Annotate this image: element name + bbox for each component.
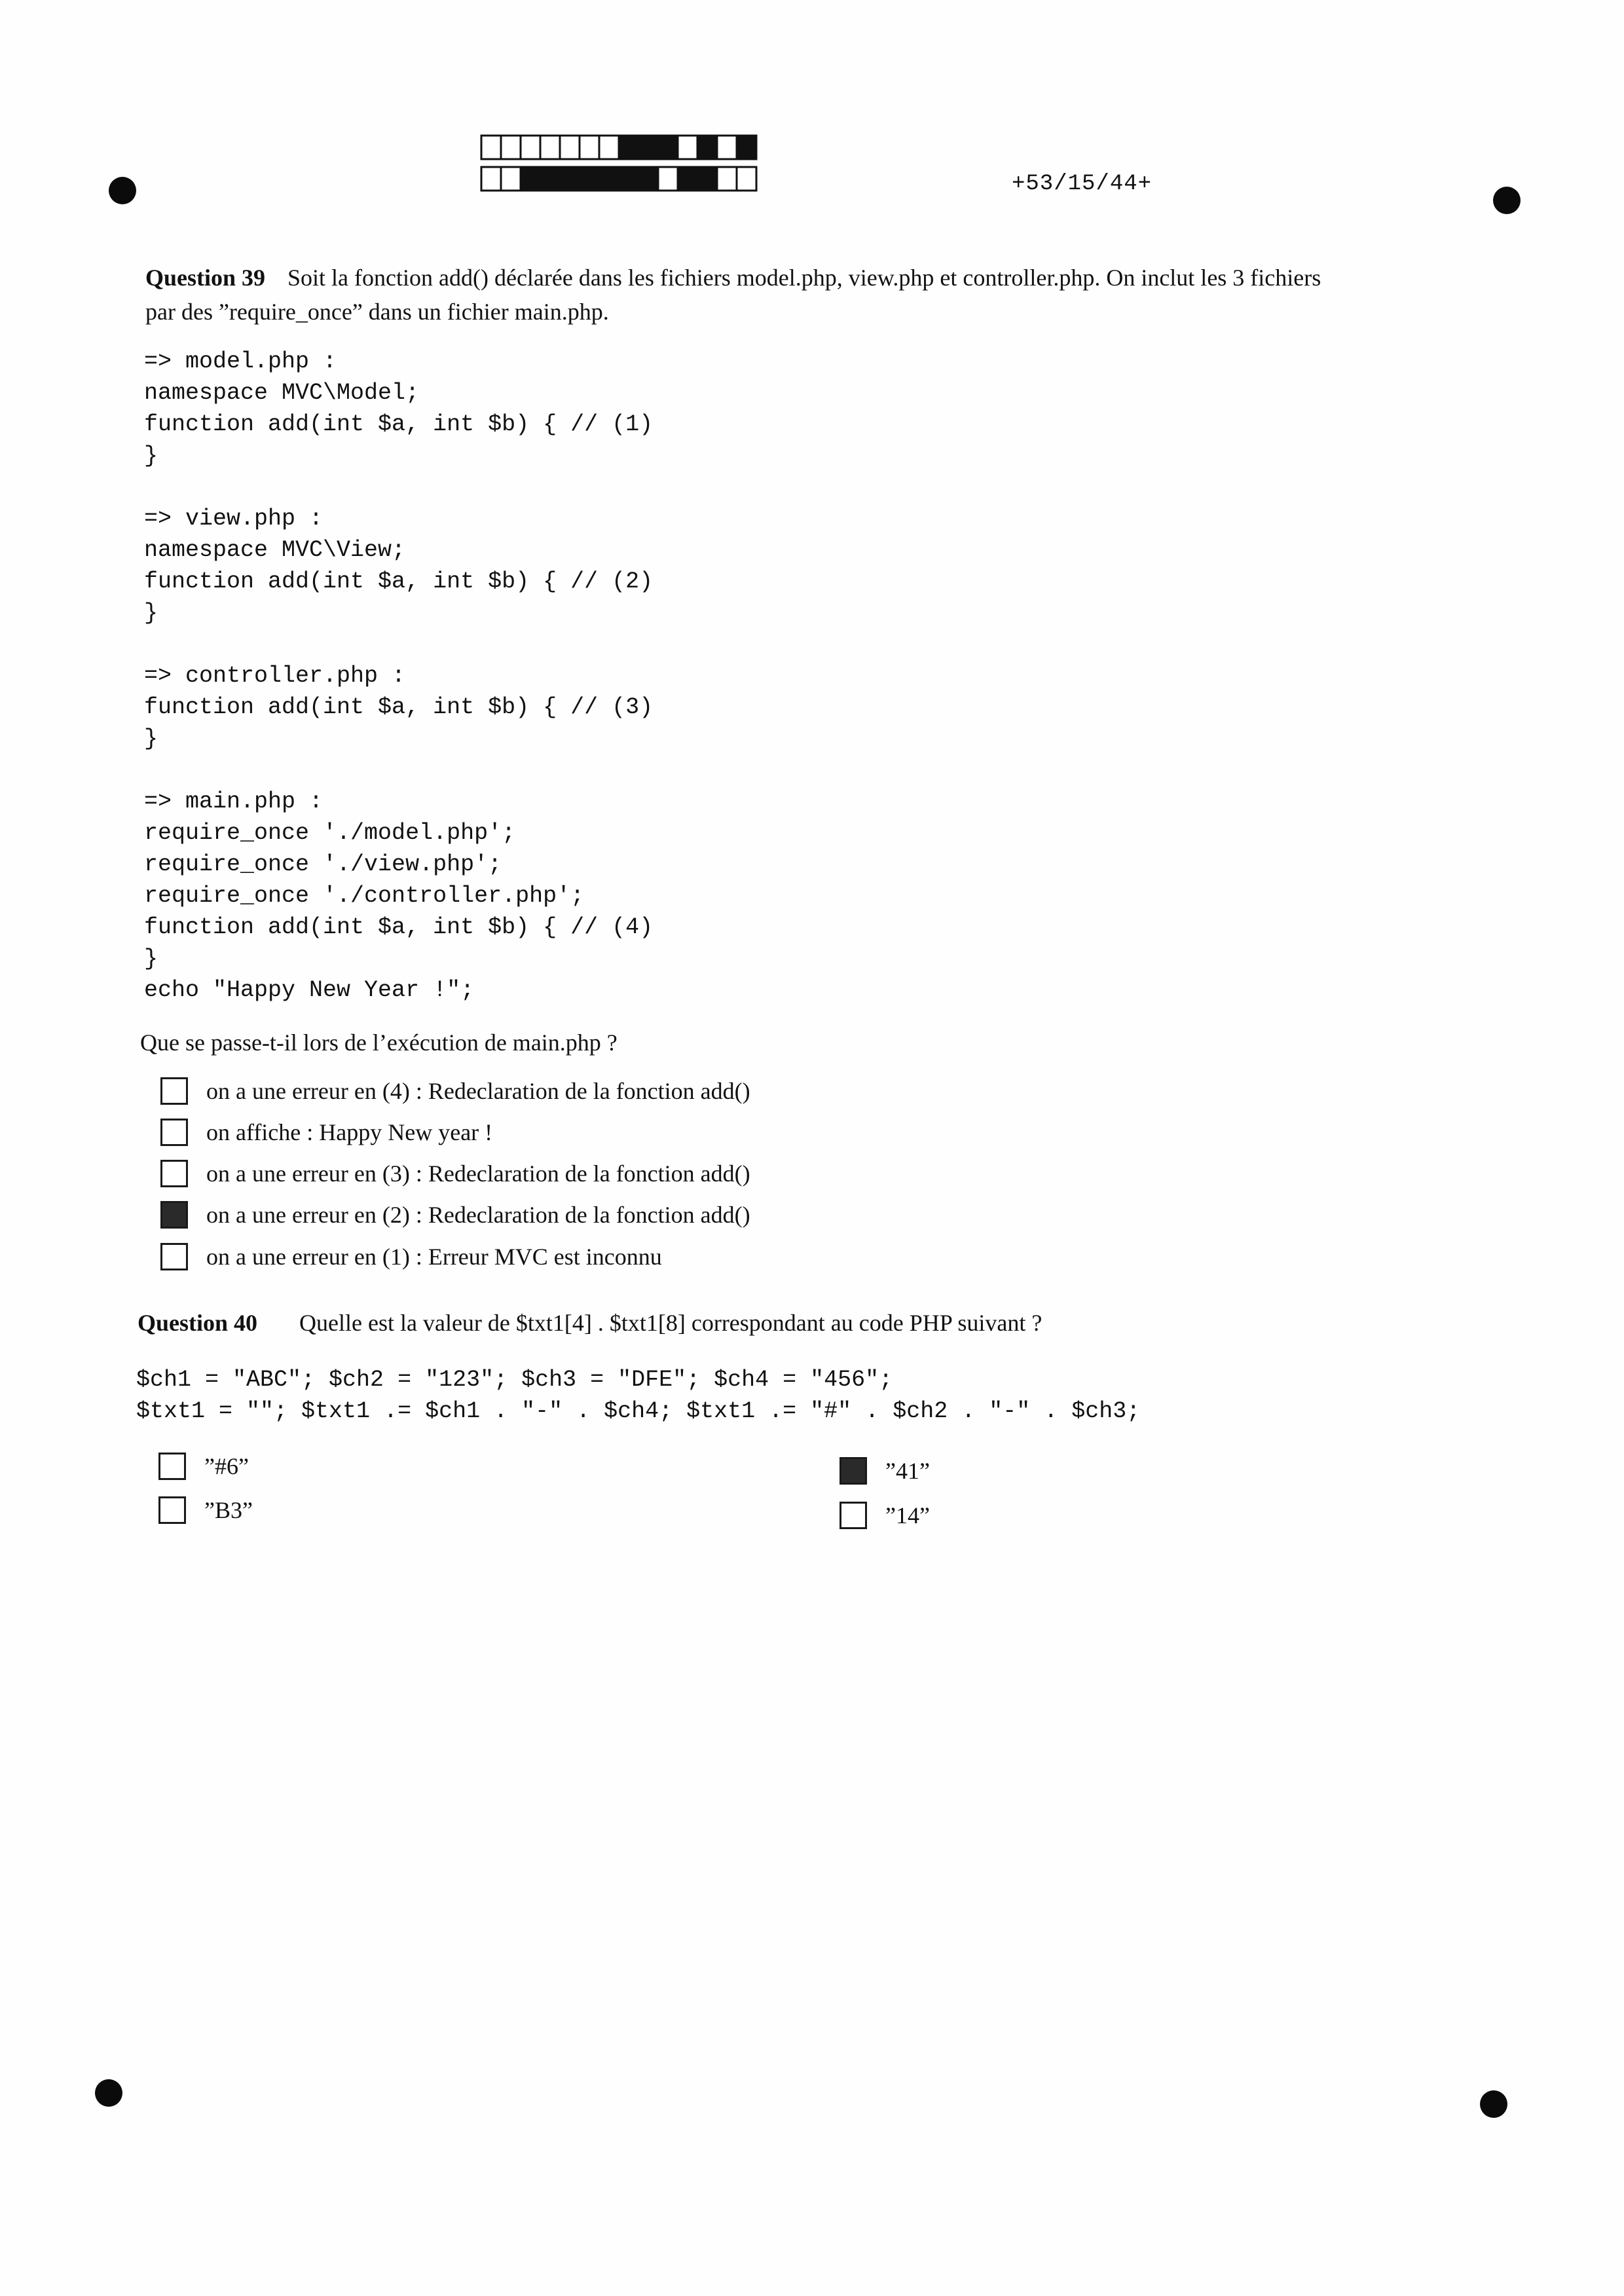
registration-mark-top-left <box>109 177 136 204</box>
code-line: $txt1 = ""; $txt1 .= $ch1 . "-" . $ch4; $txt1 .= "#" . $ch2 . "-" . $ch3; <box>136 1398 1141 1424</box>
registration-mark-bottom-right <box>1480 2090 1507 2118</box>
question-39-label: Question 39 <box>145 265 266 291</box>
code-line: function add(int $a, int $b) { // (3) <box>144 694 654 720</box>
code-line: require_once './controller.php'; <box>144 883 585 909</box>
code-line: require_once './view.php'; <box>144 851 502 878</box>
choice-label: ”#6” <box>204 1453 249 1479</box>
choice-label: on a une erreur en (4) : Redeclaration de la fonction add() <box>206 1078 750 1104</box>
code-line: } <box>144 600 158 626</box>
question-39-choice-3[interactable] <box>160 1160 750 1187</box>
registration-mark-top-right <box>1493 187 1521 214</box>
code-line: function add(int $a, int $b) { // (1) <box>144 411 654 437</box>
choice-label: on a une erreur en (3) : Redeclaration de la fonction add() <box>206 1160 750 1187</box>
choice-checkbox[interactable] <box>158 1496 186 1524</box>
question-39-text-line2: par des ”require_once” dans un fichier main.php. <box>145 299 609 325</box>
code-line: => main.php : <box>144 788 323 815</box>
choice-label: on a une erreur en (1) : Erreur MVC est inconnu <box>206 1244 662 1270</box>
code-line <box>144 472 653 503</box>
registration-mark-bottom-left <box>95 2079 122 2107</box>
code-line: => model.php : <box>144 348 337 375</box>
question-40-header <box>138 1308 1506 1337</box>
question-39-prompt: Que se passe-t-il lors de l’exécution de main.php ? <box>140 1029 618 1056</box>
code-line: function add(int $a, int $b) { // (4) <box>144 914 654 940</box>
choice-checkbox[interactable] <box>160 1160 188 1187</box>
page-id: +53/15/44+ <box>1012 172 1153 196</box>
code-line: namespace MVC\Model; <box>144 380 420 406</box>
question-40-choice-4[interactable] <box>840 1502 930 1529</box>
code-line <box>144 629 653 660</box>
choice-label: ”B3” <box>204 1497 253 1523</box>
code-line: => controller.php : <box>144 663 406 689</box>
question-40-choice-1[interactable] <box>158 1453 249 1480</box>
question-39-choice-2[interactable] <box>160 1119 492 1146</box>
question-40-text: Quelle est la valeur de $txt1[4] . $txt1[8] correspondant au code PHP suivant ? <box>299 1310 1043 1336</box>
choice-label: ”41” <box>885 1458 930 1484</box>
choice-label: ”14” <box>885 1502 930 1528</box>
question-39-header <box>145 263 1514 292</box>
question-39-choice-1[interactable] <box>160 1077 750 1105</box>
choice-checkbox[interactable] <box>840 1502 867 1529</box>
code-line: } <box>144 946 158 972</box>
question-40-choice-2[interactable] <box>158 1496 253 1524</box>
code-line: require_once './model.php'; <box>144 820 516 846</box>
code-line: } <box>144 443 158 469</box>
code-line <box>144 754 653 786</box>
question-39-choice-5[interactable] <box>160 1243 662 1270</box>
choice-label: on affiche : Happy New year ! <box>206 1119 493 1145</box>
question-40-choice-3[interactable] <box>840 1457 930 1485</box>
choice-checkbox[interactable] <box>160 1077 188 1105</box>
question-39-choice-4[interactable] <box>160 1201 750 1229</box>
page-barcode <box>480 134 781 193</box>
choice-checkbox[interactable] <box>840 1457 867 1485</box>
code-line: namespace MVC\View; <box>144 537 406 563</box>
choice-checkbox[interactable] <box>160 1243 188 1270</box>
choice-checkbox[interactable] <box>160 1201 188 1229</box>
choice-label: on a une erreur en (2) : Redeclaration de la fonction add() <box>206 1202 750 1228</box>
choice-checkbox[interactable] <box>160 1119 188 1146</box>
choice-checkbox[interactable] <box>158 1453 186 1480</box>
code-line: echo "Happy New Year !"; <box>144 977 475 1003</box>
code-line: $ch1 = "ABC"; $ch2 = "123"; $ch3 = "DFE"; $ch4 = "456"; <box>136 1367 893 1393</box>
code-line: } <box>144 726 158 752</box>
question-39-code <box>144 346 653 1006</box>
code-line: function add(int $a, int $b) { // (2) <box>144 568 654 595</box>
question-39-text-line1: Soit la fonction add() déclarée dans les fichiers model.php, view.php et controller.php. On inclut les 3 fichiers <box>287 265 1321 291</box>
question-40-label: Question 40 <box>138 1310 258 1336</box>
code-line: => view.php : <box>144 506 323 532</box>
question-40-code <box>136 1364 1140 1427</box>
